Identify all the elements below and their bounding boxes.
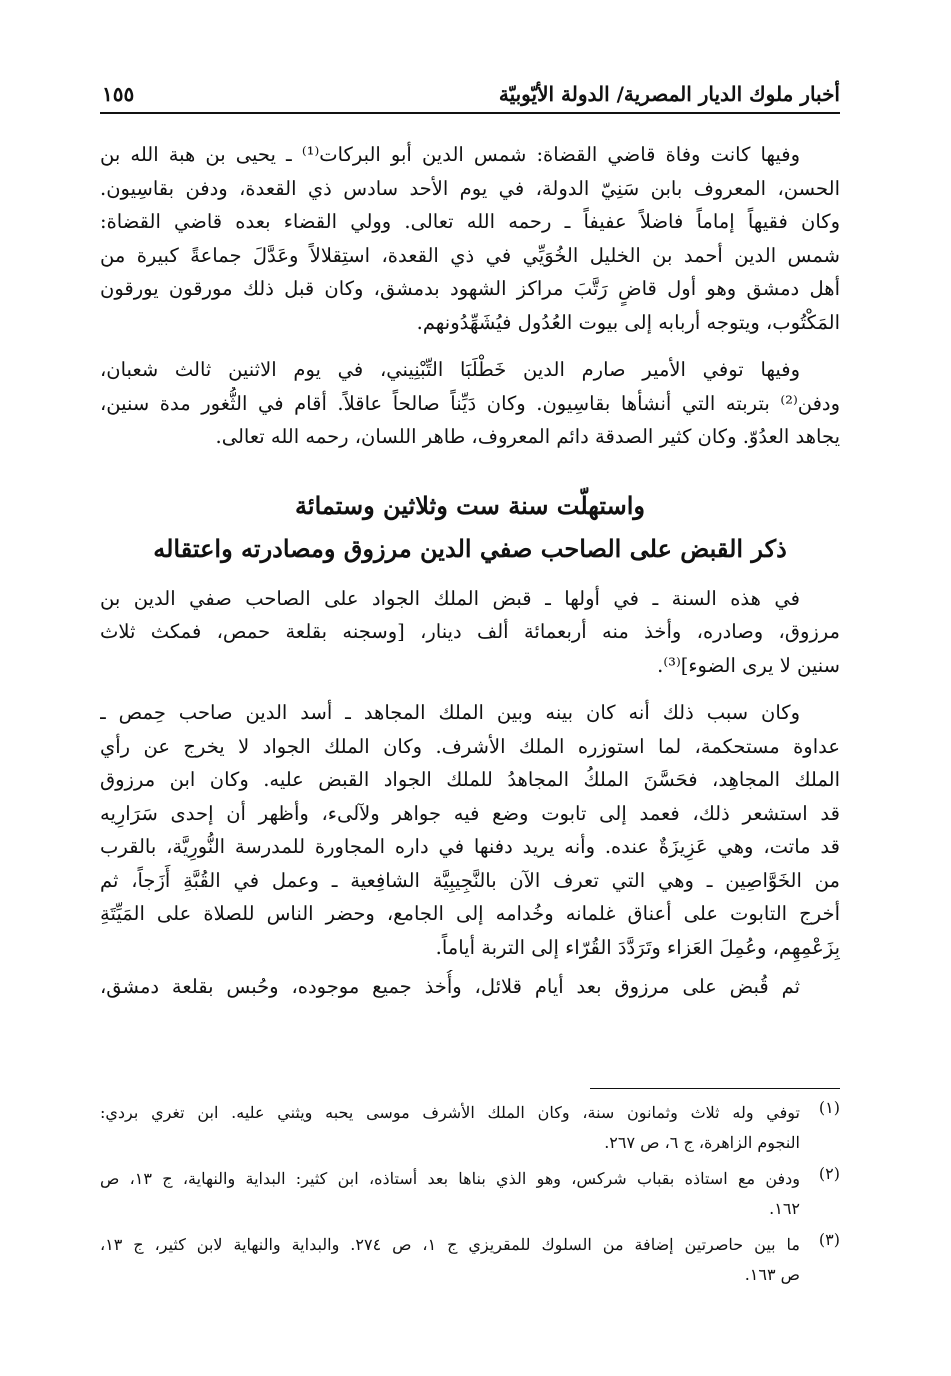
text-line: عداوة مستحكمة، لما استوزره الملك الأشرف. وكان الملك الجواد لا يخرج عن رأي (100, 734, 840, 758)
footnote-number: (٢) (818, 1164, 840, 1183)
text-line: في هذه السنة ـ في أولها ـ قبض الملك الجواد على الصاحب صفي الدين بن (100, 586, 800, 610)
footnote (100, 1098, 840, 1158)
text-line: ثم قُبض على مرزوق بعد أيام قلائل، وأُخذ جميع موجوده، وحُبس بقلعة دمشق، (100, 975, 800, 998)
footnote-number: (٣) (818, 1230, 840, 1249)
text-line: وكان سبب ذلك أنه كان بينه وبين الملك المجاهد ـ أسد الدين صاحب حِمص ـ (100, 701, 800, 724)
section-heading-year: واستهلّت سنة ست وثلاثين وستمائة (295, 490, 645, 520)
text-line: مرزوق، وصادره، وأخذ منه أربعمائة ألف دينار، [وسجنه بقلعة حمص، فمكث ثلاث (100, 620, 840, 643)
footnote-line: ما بين حاصرتين إضافة من السلوك للمقريزي ج ١، ص ٢٧٤. والبداية والنهاية لابن كثير، ج ١٣، (100, 1235, 800, 1254)
footnote-separator (590, 1088, 840, 1089)
paragraph (100, 353, 840, 454)
text-line: وكان فقيهاً إماماً فاضلاً عفيفاً ـ رحمه الله تعالى. وولي القضاء بعده قاضي القضاة: (100, 210, 840, 233)
text-line: وفيها كانت وفاة قاضي القضاة: شمس الدين أبو البركات⁽¹⁾ ـ يحيى بن هبة الله بن (100, 143, 801, 166)
footnotes (100, 1098, 840, 1296)
paragraph (100, 970, 840, 1004)
section-heading-topic: ذكر القبض على الصاحب صفي الدين مرزوق ومصادرته واعتقاله (153, 533, 787, 563)
text-line: أهل دمشق وهو أول قاضٍ رَتَّبَ مراكز الشهود بدمشق، وكان قبل ذلك مورقون يورقون (100, 277, 840, 300)
text-line: الملك المجاهِد، فحَسَّنَ الملكُ المجاهدُ للملك الجواد القبض عليه. وكان ابن مرزوق (100, 768, 840, 791)
text-line: بِزَعْمِهِم، وعُمِلَ العَزاء وتَرَدَّدَ القُرّاء إلى التربة أياماً. (435, 935, 840, 959)
footnote-number: (١) (818, 1098, 840, 1117)
text-line: سنين لا يرى الضوء]⁽³⁾. (657, 653, 840, 677)
text-line: من الخَوَّاصِين ـ وهي التي تعرف الآن بالنَّجِيبِيَّة الشافِعية ـ وعمل في القُبَّةِ أَزَجاً، ثم (100, 868, 840, 892)
paragraph (100, 138, 840, 339)
text-line: قد استشعر ذلك، فعمد إلى تابوت وضع فيه جواهر ولآلىء، وأظهر أن إحدى سَرَارِيه (100, 801, 840, 825)
main-text (100, 138, 840, 1004)
footnote-line: ص ١٦٣. (744, 1265, 800, 1284)
footnote-line: النجوم الزاهرة، ج ٦، ص ٢٦٧. (604, 1133, 800, 1152)
text-line: وفيها توفي الأمير صارم الدين خَطْلَبَا التِّبْنِيني، في يوم الاثنين ثالث شعبان، (100, 358, 800, 381)
page-number: ١٥٥ (102, 82, 135, 106)
text-line: يجاهد العدُوّ. وكان كثير الصدقة دائم المعروف، طاهر اللسان، رحمه الله تعالى. (215, 425, 840, 448)
paragraph (100, 582, 840, 683)
footnote (100, 1164, 840, 1224)
footnote (100, 1230, 840, 1290)
footnote-line: ١٦٢. (769, 1199, 800, 1218)
text-line: شمس الدين أحمد بن الخليل الخُوَيِّي في ذي القعدة، استِقلالاً وعَدَّلَ جماعةً كبيرة من (100, 243, 840, 267)
footnote-line: ودفن مع استاذه بقباب شركس، وهو الذي بناها بعد أستاذه، ابن كثير: البداية والنهاية، ج ١٣، ص (100, 1169, 800, 1188)
text-line: الحسن، المعروف بابن سَنِيّ الدولة، في يوم الأحد سادس ذي القعدة، ودفن بقاسِيون. (100, 176, 840, 200)
text-line: أخرج التابوت على أعناق غلمانه وخُدامه إلى الجامع، وحضر الناس للصلاة على المَيِّتَةِ (100, 902, 840, 925)
text-line: المَكْتُوب، ويتوجه أربابه إلى بيوت العُدُول فيُشَهِّدُونهم. (416, 310, 840, 334)
paragraph (100, 696, 840, 964)
text-line: قد ماتت، وهي عَزِيزَةٌ عنده. وأنه يريد دفنها في داره المجاورة للمدرسة النُّورِيَّة، بالقرب (100, 835, 840, 858)
footnote-line: توفي وله ثلاث وثمانون سنة، وكان الملك الأشرف موسى يحبه ويثني عليه. ابن تغري بردي: (100, 1103, 800, 1122)
running-header (100, 80, 840, 114)
running-title: أخبار ملوك الديار المصرية/ الدولة الأيّوبيّة (498, 82, 840, 106)
text-line: ودفن⁽²⁾ بتربته التي أنشأها بقاسِيون. وكان دَيِّناً صالحاً عاقلاً. أقام في الثُّغور مدة سنين، (100, 391, 840, 415)
